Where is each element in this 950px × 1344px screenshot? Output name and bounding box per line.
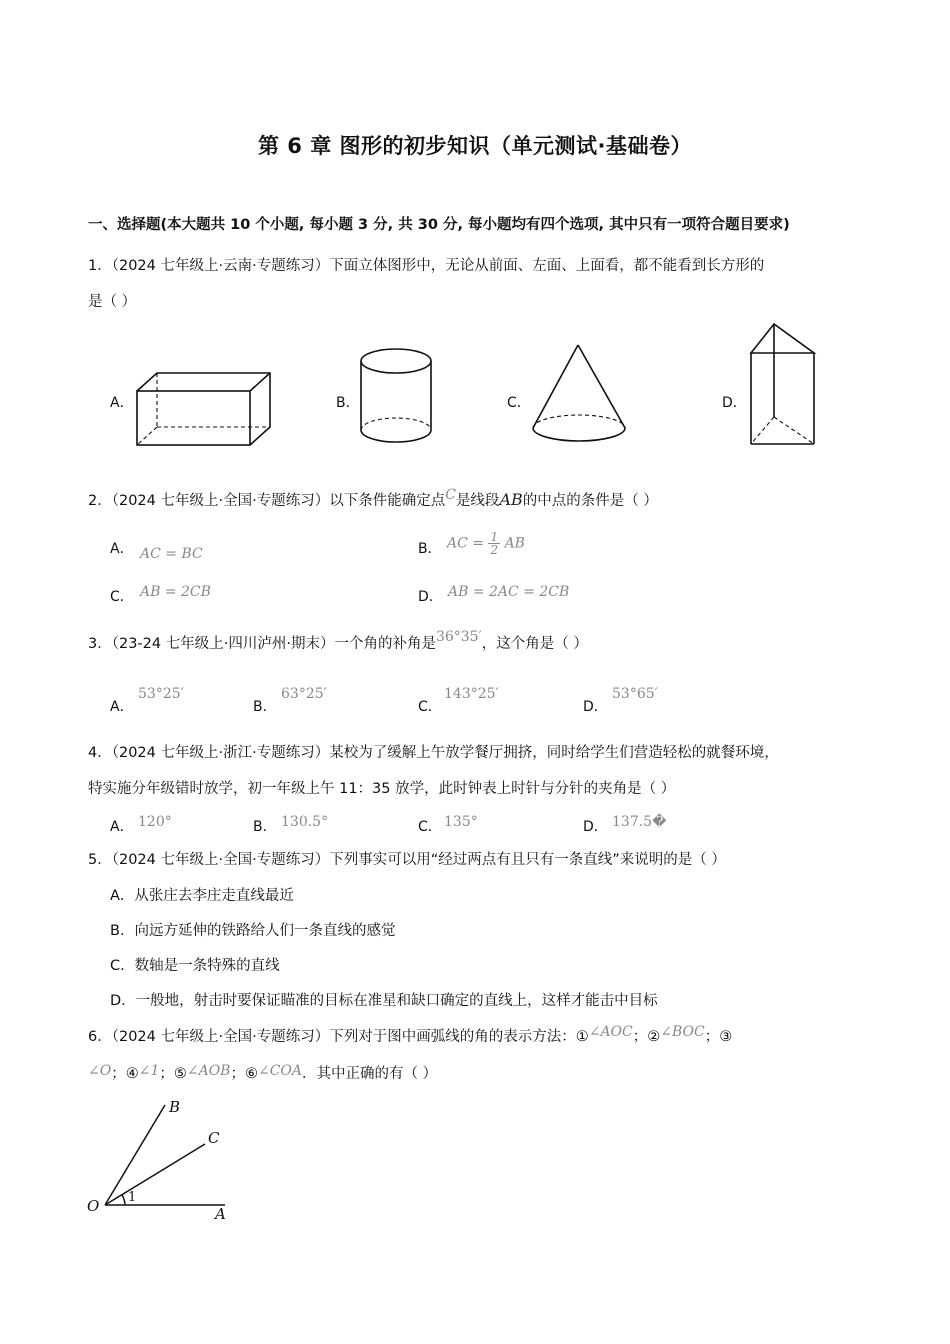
q1-line1 xyxy=(88,256,764,276)
q3-option-a-label: A． xyxy=(110,699,134,715)
angle-arc xyxy=(122,1195,125,1205)
q4-option-a-label: A． xyxy=(110,819,134,835)
q3-source: （23-24 七年级上·四川泸州·期末） xyxy=(111,636,335,652)
q6-text-b: ．其中正确的有（ ） xyxy=(302,1066,438,1082)
q4-number: 4． xyxy=(88,745,112,761)
triangular-prism-figure xyxy=(745,320,825,450)
q5-option-c: C．数轴是一条特殊的直线 xyxy=(110,958,280,974)
q5-option-a: A．从张庄去李庄走直线最近 xyxy=(110,888,294,904)
q6-method-5: ∠AOB xyxy=(186,1063,231,1079)
q5-text: 下列事实可以用“经过两点有且只有一条直线”来说明的是（ ） xyxy=(329,852,726,868)
q4-option-c-label: C． xyxy=(418,819,442,835)
q4-option-d-label: D． xyxy=(583,819,608,835)
q2-point: C xyxy=(445,487,456,503)
q6-method-6: ∠COA xyxy=(257,1063,302,1079)
cuboid-figure xyxy=(130,370,280,450)
q6-sep-4: ；⑤ xyxy=(159,1066,187,1082)
page-title: 第 6 章 图形的初步知识（单元测试·基础卷） xyxy=(257,134,693,158)
q1-option-b-label: B． xyxy=(336,395,360,411)
q1-option-d-label: D． xyxy=(722,395,747,411)
q3-number: 3． xyxy=(88,636,112,652)
q6-source: （2024 七年级上·全国·专题练习） xyxy=(111,1029,330,1045)
ray-oc xyxy=(105,1144,205,1205)
q2-option-b-value xyxy=(447,531,525,556)
q5-number: 5． xyxy=(88,852,112,868)
q2-option-b-right: AB xyxy=(504,535,525,552)
fraction-numerator: 1 xyxy=(490,530,499,544)
q4-option-b-label: B． xyxy=(253,819,277,835)
q4-line2: 特实施分年级错时放学，初一年级上午 11：35 放学，此时钟表上时针与分针的夹角是（ ） xyxy=(88,781,676,797)
q2-source: （2024 七年级上·全国·专题练习） xyxy=(111,493,330,509)
cone-figure xyxy=(528,340,633,450)
q3-option-d-value: 53°65′ xyxy=(612,686,658,702)
q6-sep-2: ；③ xyxy=(704,1029,733,1045)
cylinder-figure xyxy=(358,345,438,450)
q1-option-a-label: A． xyxy=(110,395,134,411)
q2-text-b: 是线段 xyxy=(455,493,500,509)
q2-option-b-left: AC = xyxy=(447,535,485,552)
q2-option-d-label: D． xyxy=(418,589,443,605)
q1-option-c-label: C． xyxy=(507,395,531,411)
q6-method-3: ∠O xyxy=(88,1063,112,1079)
q2-text-c: 的中点的条件是（ ） xyxy=(522,493,658,509)
q4-option-a-value: 120° xyxy=(138,814,172,830)
label-angle-1: 1 xyxy=(128,1190,137,1205)
q6-number: 6． xyxy=(88,1029,112,1045)
q5-source: （2024 七年级上·全国·专题练习） xyxy=(111,852,330,868)
q2-option-c-value: AB = 2CB xyxy=(140,584,211,600)
q4-option-b-value: 130.5° xyxy=(281,814,329,830)
fraction-denominator: 2 xyxy=(490,543,499,557)
q4-option-c-value: 135° xyxy=(444,814,478,830)
label-a: A xyxy=(215,1205,226,1223)
q6-sep-5: ；⑥ xyxy=(230,1066,258,1082)
q3-option-a-value: 53°25′ xyxy=(138,686,184,702)
label-c: C xyxy=(208,1129,220,1147)
q1-number: 1． xyxy=(88,258,112,274)
q3-option-b-value: 63°25′ xyxy=(281,686,327,702)
q2-number: 2． xyxy=(88,493,112,509)
q2-option-a-value: AC = BC xyxy=(140,546,203,562)
q3-option-c-label: C． xyxy=(418,699,442,715)
section-heading: 一、选择题(本大题共 10 个小题, 每小题 3 分, 共 30 分, 每小题均有四个选项, 其中只有一项符合题目要求) xyxy=(88,217,790,233)
q3-text-b: ，这个角是（ ） xyxy=(481,636,588,652)
half-fraction xyxy=(488,531,500,556)
q4-source: （2024 七年级上·浙江·专题练习） xyxy=(111,745,330,761)
q3-option-b-label: B． xyxy=(253,699,277,715)
q6-method-1: ∠AOC xyxy=(588,1024,633,1040)
q5-option-d: D．一般地，射击时要保证瞄准的目标在准星和缺口确定的直线上，这样才能击中目标 xyxy=(110,993,658,1009)
angle-figure xyxy=(85,1095,245,1225)
q2-segment: AB xyxy=(499,490,523,509)
q2-line1 xyxy=(88,487,658,511)
q2-text-a: 以下条件能确定点 xyxy=(329,493,446,509)
label-b: B xyxy=(169,1098,181,1116)
q6-text-a: 下列对于图中画弧线的角的表示方法：① xyxy=(329,1029,589,1045)
q2-option-a-label: A． xyxy=(110,541,134,557)
q4-text: 某校为了缓解上午放学餐厅拥挤，同时给学生们营造轻松的就餐环境， xyxy=(329,745,779,761)
q6-sep-1: ；② xyxy=(632,1029,661,1045)
q6-sep-3: ；④ xyxy=(111,1066,139,1082)
q4-line1 xyxy=(88,743,779,763)
q6-line1 xyxy=(88,1024,733,1047)
q2-option-d-value: AB = 2AC = 2CB xyxy=(448,584,570,600)
q1-source: （2024 七年级上·云南·专题练习） xyxy=(111,258,330,274)
q6-line2 xyxy=(88,1064,437,1084)
q3-text-a: 一个角的补角是 xyxy=(334,636,436,652)
q3-option-c-value: 143°25′ xyxy=(444,686,499,702)
q6-method-4: ∠1 xyxy=(138,1063,160,1079)
q6-method-2: ∠BOC xyxy=(660,1024,705,1040)
q2-option-c-label: C． xyxy=(110,589,134,605)
label-o: O xyxy=(87,1197,100,1215)
q5-line1 xyxy=(88,850,726,870)
q3-option-d-label: D． xyxy=(583,699,608,715)
q3-line1 xyxy=(88,629,588,654)
q4-option-d-value: 137.5� xyxy=(612,814,667,830)
q1-line2: 是（ ） xyxy=(88,294,137,310)
q1-text: 下面立体图形中，无论从前面、左面、上面看，都不能看到长方形的 xyxy=(329,258,765,274)
q5-option-b: B．向远方延伸的铁路给人们一条直线的感觉 xyxy=(110,923,396,939)
q3-angle: 36°35′ xyxy=(435,629,482,645)
q2-option-b-label: B． xyxy=(418,541,442,557)
